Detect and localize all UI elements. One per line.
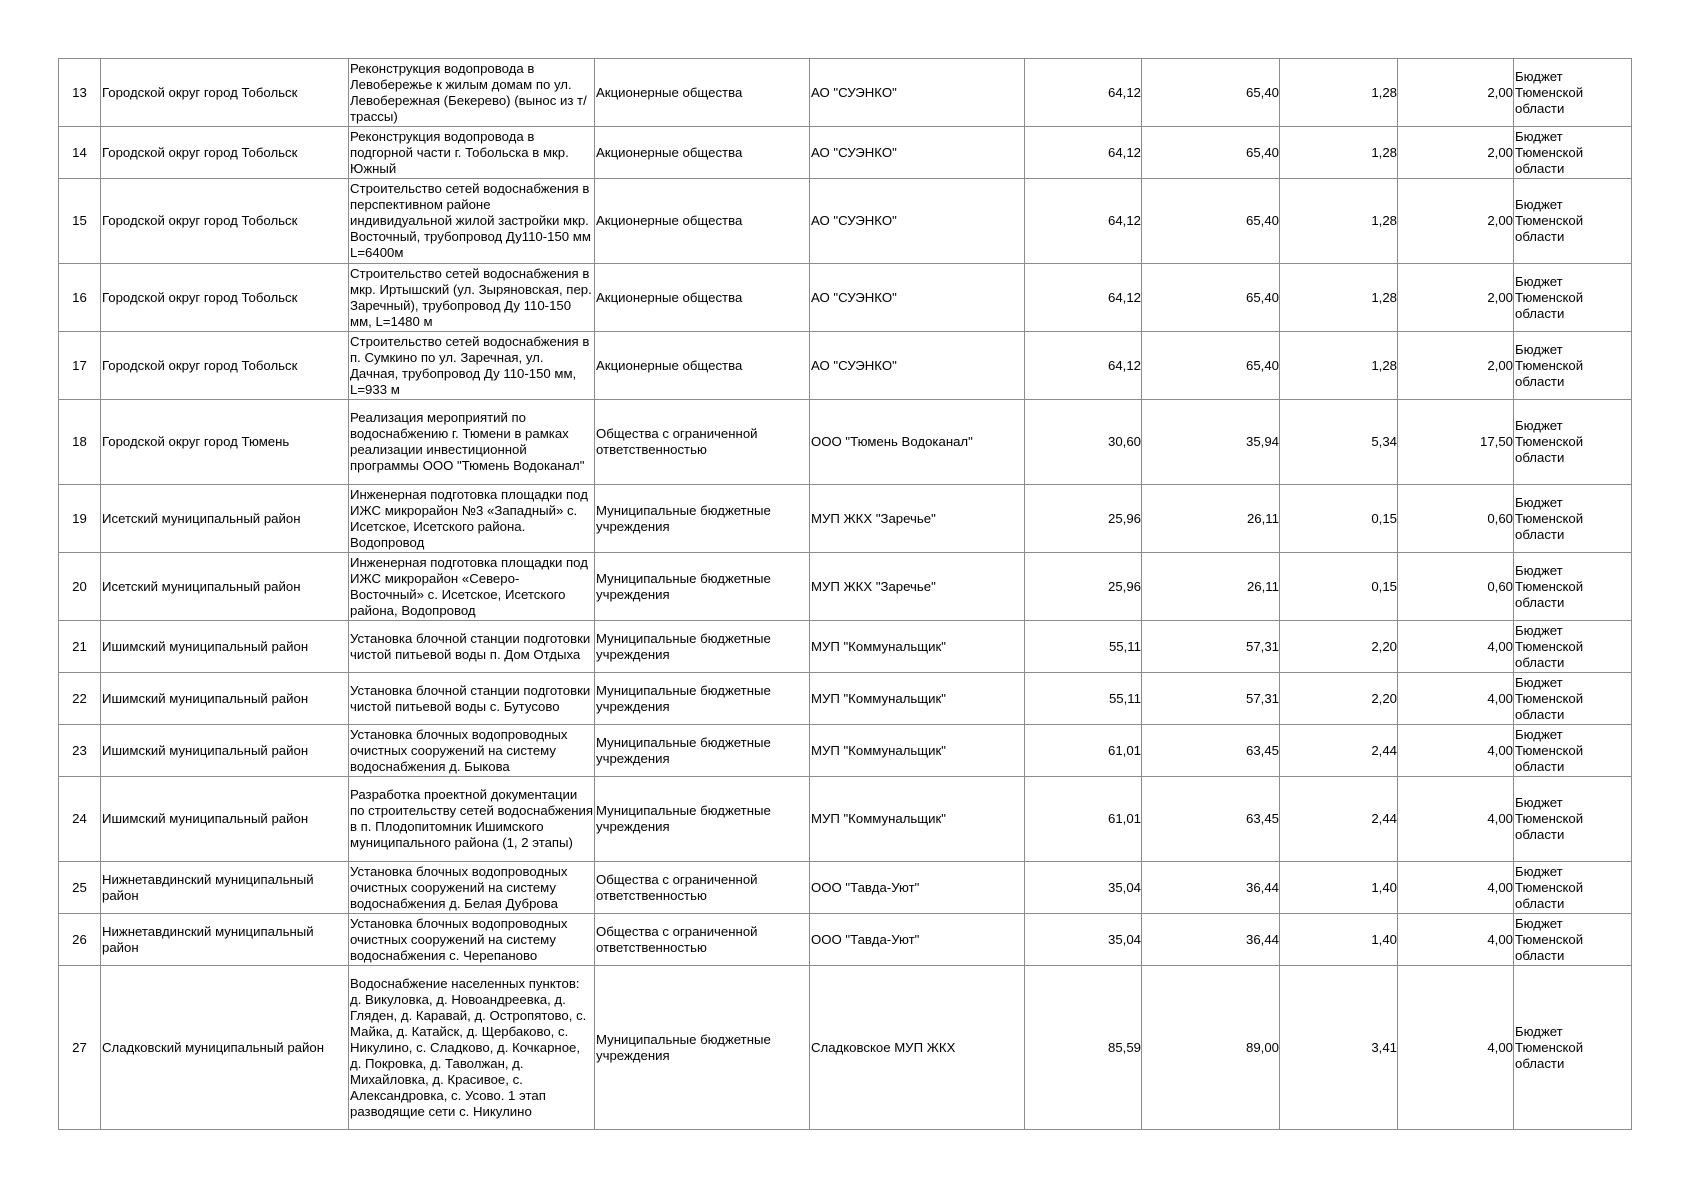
org-type-cell: Акционерные общества (595, 59, 810, 127)
organization-cell: Сладковское МУП ЖКХ (810, 966, 1025, 1130)
organization-cell: АО "СУЭНКО" (810, 59, 1025, 127)
value-3-cell: 2,20 (1280, 673, 1398, 725)
org-type-cell: Акционерные общества (595, 127, 810, 179)
value-2-cell: 65,40 (1142, 332, 1280, 400)
value-3-cell: 2,44 (1280, 777, 1398, 862)
value-1-cell: 64,12 (1025, 264, 1142, 332)
project-cell: Реконструкция водопровода в подгорной части г. Тобольска в мкр. Южный (349, 127, 595, 179)
value-3-cell: 1,28 (1280, 264, 1398, 332)
district-cell: Ишимский муниципальный район (101, 673, 349, 725)
org-type-cell: Общества с ограниченной ответственностью (595, 862, 810, 914)
row-number: 21 (59, 621, 101, 673)
district-cell: Исетский муниципальный район (101, 485, 349, 553)
organization-cell: ООО "Тавда-Уют" (810, 862, 1025, 914)
value-2-cell: 63,45 (1142, 725, 1280, 777)
value-3-cell: 0,15 (1280, 553, 1398, 621)
table-row (59, 332, 1632, 400)
table-row (59, 725, 1632, 777)
project-cell: Разработка проектной документации по строительству сетей водоснабжения в п. Плодопитомник Ишимского муниципального района (1, 2 этапы) (349, 777, 595, 862)
row-number: 18 (59, 400, 101, 485)
project-cell: Водоснабжение населенных пунктов: д. Викуловка, д. Новоандреевка, д. Гляден, д. Каравай, д. Остропятово, с. Майка, д. Катайск, д. Щербаково, с. Никулино, с. Сладково, д. Кочкарное, д. Покровка, д. Таволжан, д. Михайловка, д. Красивое, с. Александровка, с. Усово. 1 этап разводящие сети с. Никулино (349, 966, 595, 1130)
org-type-cell: Муниципальные бюджетные учреждения (595, 725, 810, 777)
table-row (59, 621, 1632, 673)
value-1-cell: 35,04 (1025, 862, 1142, 914)
district-cell: Ишимский муниципальный район (101, 725, 349, 777)
value-2-cell: 26,11 (1142, 553, 1280, 621)
district-cell: Ишимский муниципальный район (101, 777, 349, 862)
row-number: 14 (59, 127, 101, 179)
district-cell: Городской округ город Тюмень (101, 400, 349, 485)
value-1-cell: 25,96 (1025, 485, 1142, 553)
value-3-cell: 1,28 (1280, 127, 1398, 179)
value-4-cell: 4,00 (1398, 914, 1514, 966)
org-type-cell: Муниципальные бюджетные учреждения (595, 777, 810, 862)
value-4-cell: 17,50 (1398, 400, 1514, 485)
funding-source-cell: Бюджет Тюменской области (1514, 59, 1632, 127)
project-cell: Реализация мероприятий по водоснабжению г. Тюмени в рамках реализации инвестиционной программы ООО "Тюмень Водоканал" (349, 400, 595, 485)
org-type-cell: Муниципальные бюджетные учреждения (595, 621, 810, 673)
table-row (59, 485, 1632, 553)
value-2-cell: 36,44 (1142, 862, 1280, 914)
table-body (59, 59, 1632, 1130)
value-2-cell: 26,11 (1142, 485, 1280, 553)
value-1-cell: 64,12 (1025, 59, 1142, 127)
value-3-cell: 1,28 (1280, 332, 1398, 400)
value-1-cell: 35,04 (1025, 914, 1142, 966)
district-cell: Городской округ город Тобольск (101, 332, 349, 400)
org-type-cell: Общества с ограниченной ответственностью (595, 914, 810, 966)
funding-source-cell: Бюджет Тюменской области (1514, 966, 1632, 1130)
table-row (59, 966, 1632, 1130)
table-row (59, 673, 1632, 725)
value-2-cell: 35,94 (1142, 400, 1280, 485)
value-4-cell: 0,60 (1398, 485, 1514, 553)
value-1-cell: 64,12 (1025, 179, 1142, 264)
value-2-cell: 89,00 (1142, 966, 1280, 1130)
value-1-cell: 30,60 (1025, 400, 1142, 485)
value-3-cell: 1,28 (1280, 179, 1398, 264)
funding-source-cell: Бюджет Тюменской области (1514, 777, 1632, 862)
value-4-cell: 4,00 (1398, 777, 1514, 862)
project-cell: Инженерная подготовка площадки под ИЖС микрорайон «Северо-Восточный» с. Исетское, Исетского района, Водопровод (349, 553, 595, 621)
value-2-cell: 65,40 (1142, 264, 1280, 332)
organization-cell: ООО "Тюмень Водоканал" (810, 400, 1025, 485)
value-3-cell: 1,28 (1280, 59, 1398, 127)
funding-source-cell: Бюджет Тюменской области (1514, 725, 1632, 777)
value-1-cell: 55,11 (1025, 673, 1142, 725)
district-cell: Сладковский муниципальный район (101, 966, 349, 1130)
organization-cell: МУП "Коммунальщик" (810, 673, 1025, 725)
table-row (59, 400, 1632, 485)
organization-cell: АО "СУЭНКО" (810, 332, 1025, 400)
district-cell: Исетский муниципальный район (101, 553, 349, 621)
organization-cell: АО "СУЭНКО" (810, 264, 1025, 332)
table-row (59, 179, 1632, 264)
table-row (59, 553, 1632, 621)
table-row (59, 127, 1632, 179)
funding-source-cell: Бюджет Тюменской области (1514, 332, 1632, 400)
row-number: 16 (59, 264, 101, 332)
value-4-cell: 4,00 (1398, 621, 1514, 673)
funding-source-cell: Бюджет Тюменской области (1514, 179, 1632, 264)
row-number: 13 (59, 59, 101, 127)
row-number: 15 (59, 179, 101, 264)
value-4-cell: 4,00 (1398, 966, 1514, 1130)
funding-source-cell: Бюджет Тюменской области (1514, 673, 1632, 725)
table-row (59, 264, 1632, 332)
value-2-cell: 65,40 (1142, 59, 1280, 127)
organization-cell: МУП "Коммунальщик" (810, 725, 1025, 777)
value-2-cell: 65,40 (1142, 179, 1280, 264)
value-1-cell: 55,11 (1025, 621, 1142, 673)
organization-cell: МУП "Коммунальщик" (810, 621, 1025, 673)
value-2-cell: 36,44 (1142, 914, 1280, 966)
value-4-cell: 2,00 (1398, 264, 1514, 332)
funding-source-cell: Бюджет Тюменской области (1514, 485, 1632, 553)
value-3-cell: 0,15 (1280, 485, 1398, 553)
value-3-cell: 5,34 (1280, 400, 1398, 485)
row-number: 27 (59, 966, 101, 1130)
table-row (59, 777, 1632, 862)
funding-source-cell: Бюджет Тюменской области (1514, 914, 1632, 966)
water-supply-table (58, 58, 1632, 1130)
org-type-cell: Муниципальные бюджетные учреждения (595, 485, 810, 553)
funding-source-cell: Бюджет Тюменской области (1514, 400, 1632, 485)
row-number: 22 (59, 673, 101, 725)
district-cell: Городской округ город Тобольск (101, 179, 349, 264)
value-1-cell: 64,12 (1025, 332, 1142, 400)
organization-cell: МУП ЖКХ "Заречье" (810, 485, 1025, 553)
project-cell: Инженерная подготовка площадки под ИЖС микрорайон №3 «Западный» с. Исетское, Исетского района. Водопровод (349, 485, 595, 553)
project-cell: Строительство сетей водоснабжения в мкр. Иртышский (ул. Зыряновская, пер. Заречный), трубопровод Ду 110-150 мм, L=1480 м (349, 264, 595, 332)
district-cell: Городской округ город Тобольск (101, 264, 349, 332)
value-1-cell: 61,01 (1025, 777, 1142, 862)
funding-source-cell: Бюджет Тюменской области (1514, 264, 1632, 332)
project-cell: Установка блочных водопроводных очистных сооружений на систему водоснабжения д. Быкова (349, 725, 595, 777)
value-3-cell: 3,41 (1280, 966, 1398, 1130)
row-number: 26 (59, 914, 101, 966)
organization-cell: АО "СУЭНКО" (810, 179, 1025, 264)
row-number: 23 (59, 725, 101, 777)
value-3-cell: 2,20 (1280, 621, 1398, 673)
table-row (59, 862, 1632, 914)
table-row (59, 59, 1632, 127)
value-2-cell: 57,31 (1142, 673, 1280, 725)
value-1-cell: 64,12 (1025, 127, 1142, 179)
value-4-cell: 2,00 (1398, 332, 1514, 400)
org-type-cell: Акционерные общества (595, 264, 810, 332)
project-cell: Строительство сетей водоснабжения в п. Сумкино по ул. Заречная, ул. Дачная, трубопровод Ду 110-150 мм, L=933 м (349, 332, 595, 400)
district-cell: Нижнетавдинский муниципальный район (101, 862, 349, 914)
district-cell: Городской округ город Тобольск (101, 59, 349, 127)
value-3-cell: 1,40 (1280, 914, 1398, 966)
value-4-cell: 2,00 (1398, 179, 1514, 264)
org-type-cell: Муниципальные бюджетные учреждения (595, 966, 810, 1130)
row-number: 24 (59, 777, 101, 862)
project-cell: Установка блочных водопроводных очистных сооружений на систему водоснабжения с. Черепаново (349, 914, 595, 966)
row-number: 20 (59, 553, 101, 621)
value-1-cell: 25,96 (1025, 553, 1142, 621)
value-3-cell: 2,44 (1280, 725, 1398, 777)
organization-cell: МУП "Коммунальщик" (810, 777, 1025, 862)
org-type-cell: Общества с ограниченной ответственностью (595, 400, 810, 485)
org-type-cell: Муниципальные бюджетные учреждения (595, 553, 810, 621)
funding-source-cell: Бюджет Тюменской области (1514, 127, 1632, 179)
project-cell: Установка блочной станции подготовки чистой питьевой воды с. Бутусово (349, 673, 595, 725)
district-cell: Нижнетавдинский муниципальный район (101, 914, 349, 966)
funding-source-cell: Бюджет Тюменской области (1514, 862, 1632, 914)
value-4-cell: 4,00 (1398, 862, 1514, 914)
value-4-cell: 2,00 (1398, 59, 1514, 127)
table-row (59, 914, 1632, 966)
organization-cell: ООО "Тавда-Уют" (810, 914, 1025, 966)
row-number: 25 (59, 862, 101, 914)
org-type-cell: Акционерные общества (595, 332, 810, 400)
value-4-cell: 4,00 (1398, 725, 1514, 777)
district-cell: Ишимский муниципальный район (101, 621, 349, 673)
organization-cell: АО "СУЭНКО" (810, 127, 1025, 179)
funding-source-cell: Бюджет Тюменской области (1514, 621, 1632, 673)
value-4-cell: 4,00 (1398, 673, 1514, 725)
value-2-cell: 57,31 (1142, 621, 1280, 673)
project-cell: Установка блочной станции подготовки чистой питьевой воды п. Дом Отдыха (349, 621, 595, 673)
value-2-cell: 63,45 (1142, 777, 1280, 862)
district-cell: Городской округ город Тобольск (101, 127, 349, 179)
org-type-cell: Муниципальные бюджетные учреждения (595, 673, 810, 725)
value-4-cell: 2,00 (1398, 127, 1514, 179)
value-3-cell: 1,40 (1280, 862, 1398, 914)
row-number: 19 (59, 485, 101, 553)
project-cell: Установка блочных водопроводных очистных сооружений на систему водоснабжения д. Белая Дуброва (349, 862, 595, 914)
organization-cell: МУП ЖКХ "Заречье" (810, 553, 1025, 621)
value-1-cell: 85,59 (1025, 966, 1142, 1130)
value-2-cell: 65,40 (1142, 127, 1280, 179)
org-type-cell: Акционерные общества (595, 179, 810, 264)
row-number: 17 (59, 332, 101, 400)
project-cell: Строительство сетей водоснабжения в перспективном районе индивидуальной жилой застройки мкр. Восточный, трубопровод Ду110-150 мм L=6400м (349, 179, 595, 264)
funding-source-cell: Бюджет Тюменской области (1514, 553, 1632, 621)
value-4-cell: 0,60 (1398, 553, 1514, 621)
value-1-cell: 61,01 (1025, 725, 1142, 777)
project-cell: Реконструкция водопровода в Левобережье к жилым домам по ул. Левобережная (Бекерево) (вынос из т/трассы) (349, 59, 595, 127)
